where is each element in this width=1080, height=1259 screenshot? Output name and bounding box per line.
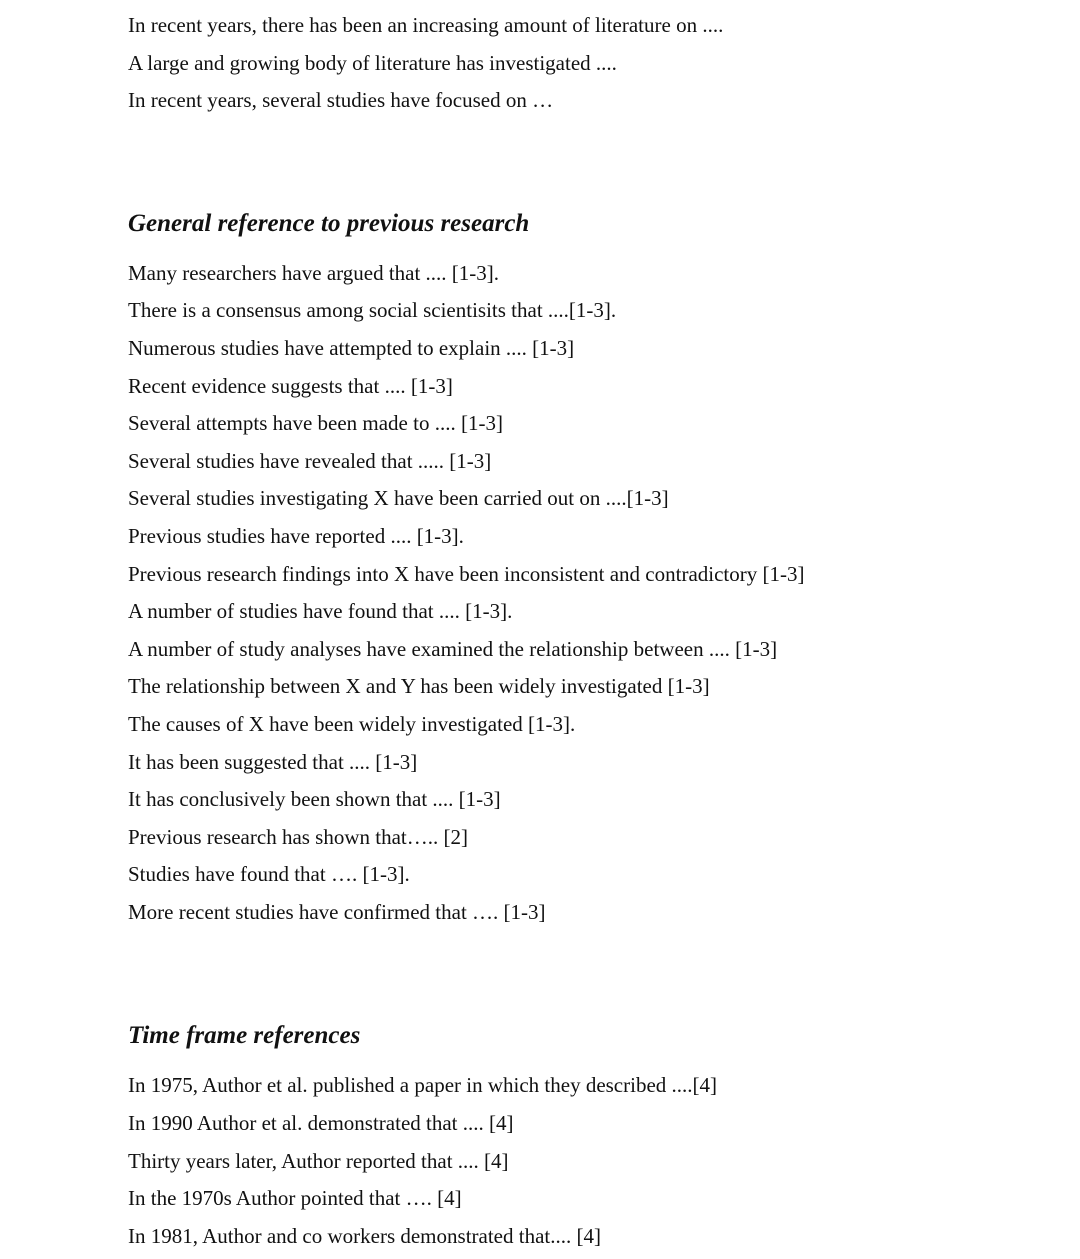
intro-line: A large and growing body of literature has investigated .... xyxy=(128,50,617,75)
intro-block xyxy=(128,0,1028,120)
phrase-line: Thirty years later, Author reported that .... [4] xyxy=(128,1148,509,1173)
phrase-line: There is a consensus among social scientisits that ....[1-3]. xyxy=(128,298,617,323)
phrase-line: It has conclusively been shown that .... [1-3] xyxy=(128,787,501,812)
phrase-line: Several attempts have been made to .... [1-3] xyxy=(128,411,503,436)
phrase-line: Previous research has shown that….. [2] xyxy=(128,824,468,849)
section-heading-time-frame: Time frame references xyxy=(128,1022,361,1050)
phrase-line: More recent studies have confirmed that …. [1-3] xyxy=(128,899,546,924)
phrase-line: A number of studies have found that .... [1-3]. xyxy=(128,599,513,624)
phrase-line: Recent evidence suggests that .... [1-3] xyxy=(128,373,453,398)
phrase-line: In 1975, Author et al. published a paper in which they described ....[4] xyxy=(128,1073,718,1098)
phrase-line: In 1981, Author and co workers demonstrated that.... [4] xyxy=(128,1223,601,1248)
phrase-line: The relationship between X and Y has been widely investigated [1-3] xyxy=(128,674,710,699)
phrase-line: It has been suggested that .... [1-3] xyxy=(128,749,418,774)
phrase-line: Previous studies have reported .... [1-3]. xyxy=(128,523,464,548)
phrase-line: A number of study analyses have examined the relationship between .... [1-3] xyxy=(128,636,778,661)
phrase-line: In the 1970s Author pointed that …. [4] xyxy=(128,1186,462,1211)
time-frame-list xyxy=(128,1067,1028,1255)
phrase-line: The causes of X have been widely investigated [1-3]. xyxy=(128,711,576,736)
general-reference-list xyxy=(128,255,1028,932)
intro-line: In recent years, several studies have focused on … xyxy=(128,88,554,113)
phrase-line: Many researchers have argued that .... [1-3]. xyxy=(128,260,500,285)
phrase-line: Previous research findings into X have been inconsistent and contradictory [1-3] xyxy=(128,561,805,586)
phrase-line: Several studies have revealed that ..... [1-3] xyxy=(128,448,492,473)
phrase-line: In 1990 Author et al. demonstrated that .... [4] xyxy=(128,1111,514,1136)
section-heading-general-reference: General reference to previous research xyxy=(128,209,530,237)
phrase-line: Several studies investigating X have been carried out on ....[1-3] xyxy=(128,486,669,511)
document-page xyxy=(128,0,1028,1255)
phrase-line: Studies have found that …. [1-3]. xyxy=(128,862,410,887)
intro-line: In recent years, there has been an increasing amount of literature on .... xyxy=(128,13,724,37)
phrase-line: Numerous studies have attempted to explain .... [1-3] xyxy=(128,335,575,360)
